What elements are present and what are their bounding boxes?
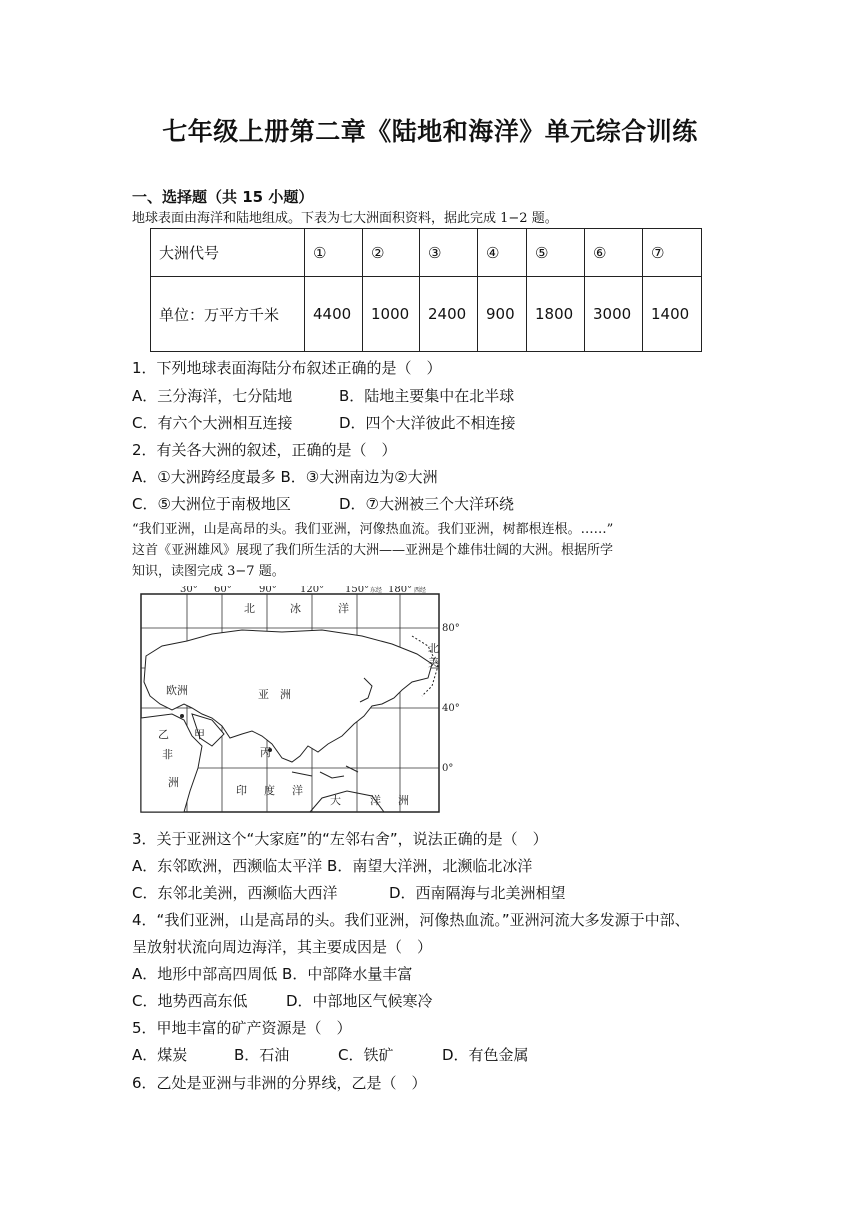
lon-label: 60° [214,586,232,595]
table-cell: 1400 [643,277,702,352]
q5-option-c: C．铁矿 [338,1046,394,1064]
intro-text-2-line3: 知识，读图完成 3−7 题。 [132,564,285,579]
q2-option-d: D．⑦大洲被三个大洋环绕 [339,495,514,513]
oceania-label: 洲 [398,794,409,807]
oceania-label: 大 [330,794,341,807]
bing-label: 丙 [260,746,271,759]
lat-label: 0° [442,763,454,774]
table-cell: ① [305,229,363,277]
table-cell: ⑦ [643,229,702,277]
asia-map [132,586,472,816]
table-cell: ⑥ [585,229,643,277]
lat-label: 80° [442,623,460,634]
q4-stem-line2: 呈放射状流向周边海洋，其主要成因是（ ） [132,938,433,956]
q5-option-b: B．石油 [234,1046,290,1064]
europe-label: 欧洲 [166,684,188,697]
lon-label: 120° [300,586,325,595]
indian-ocean-label: 印 [236,784,247,797]
q6-stem: 6．乙处是亚洲与非洲的分界线，乙是（ ） [132,1074,427,1092]
intro-text-2-line1: “我们亚洲，山是高昂的头。我们亚洲，河像热血流。我们亚洲，树都根连根。……” [132,522,614,537]
north-america-label: 美 [428,656,439,669]
q1-stem: 1．下列地球表面海陆分布叙述正确的是（ ） [132,359,442,377]
yi-marker [180,714,184,718]
north-america-label: 北 [428,642,439,655]
q3-option-d: D．西南隔海与北美洲相望 [389,884,566,902]
arctic-ocean-label: 洋 [338,602,349,615]
q3-option-ab: A．东邻欧洲，西濒临太平洋 B．南望大洋洲，北濒临北冰洋 [132,857,533,875]
section-heading: 一、选择题（共 15 小题） [132,188,314,206]
q1-option-a: A．三分海洋，七分陆地 [132,387,293,405]
africa-label: 非 [162,748,173,761]
q5-stem: 5．甲地丰富的矿产资源是（ ） [132,1019,352,1037]
table-cell: ② [363,229,420,277]
jia-label: 甲 [194,728,205,741]
table-cell: ④ [478,229,527,277]
q4-stem-line1: 4．“我们亚洲，山是高昂的头。我们亚洲，河像热血流。”亚洲河流大多发源于中部、 [132,911,690,929]
q1-option-d: D．四个大洋彼此不相连接 [339,414,516,432]
intro-text-1: 地球表面由海洋和陆地组成。下表为七大洲面积资料，据此完成 1−2 题。 [132,211,558,226]
lon-label: 150° [345,586,370,595]
table-cell: 3000 [585,277,643,352]
table-cell: 4400 [305,277,363,352]
q2-option-c: C．⑤大洲位于南极地区 [132,495,291,513]
q5-option-d: D．有色金属 [442,1046,529,1064]
q5-option-a: A．煤炭 [132,1046,188,1064]
table-cell: 2400 [420,277,478,352]
oceania-label: 洋 [370,794,381,807]
lon-label: 180° [388,586,413,595]
indian-ocean-label: 洋 [292,784,303,797]
table-header-code: 大洲代号 [151,229,305,277]
indian-ocean-label: 度 [264,784,275,797]
q3-stem: 3．关于亚洲这个“大家庭”的“左邻右舍”，说法正确的是（ ） [132,830,548,848]
lat-label: 40° [442,703,460,714]
table-cell: 900 [478,277,527,352]
table-cell: ③ [420,229,478,277]
arctic-ocean-label: 北 [244,602,255,615]
table-cell: 1000 [363,277,420,352]
q1-option-c: C．有六个大洲相互连接 [132,414,293,432]
lon-label: 东经 [370,587,383,594]
lon-label: 30° [180,586,198,595]
asia-label: 亚 洲 [258,688,291,701]
q2-option-ab: A．①大洲跨经度最多 B．③大洲南边为②大洲 [132,468,438,486]
intro-text-2-line2: 这首《亚洲雄风》展现了我们所生活的大洲——亚洲是个雄伟壮阔的大洲。根据所学 [132,543,614,558]
table-cell: 1800 [527,277,585,352]
q1-option-b: B．陆地主要集中在北半球 [339,387,515,405]
lon-label: 西经 [414,587,427,594]
table-cell: ⑤ [527,229,585,277]
table-header-unit: 单位：万平方千米 [151,277,305,352]
arctic-ocean-label: 冰 [290,602,301,615]
document-title: 七年级上册第二章《陆地和海洋》单元综合训练 [162,117,698,146]
q4-option-d: D．中部地区气候寒冷 [286,992,433,1010]
africa-label: 洲 [168,776,179,789]
q4-option-c: C．地势西高东低 [132,992,248,1010]
continent-area-table [150,228,702,352]
yi-label: 乙 [158,728,169,741]
q4-option-ab: A．地形中部高四周低 B．中部降水量丰富 [132,965,413,983]
lon-label: 90° [259,586,277,595]
q2-stem: 2．有关各大洲的叙述，正确的是（ ） [132,441,397,459]
q3-option-c: C．东邻北美洲，西濒临大西洋 [132,884,338,902]
